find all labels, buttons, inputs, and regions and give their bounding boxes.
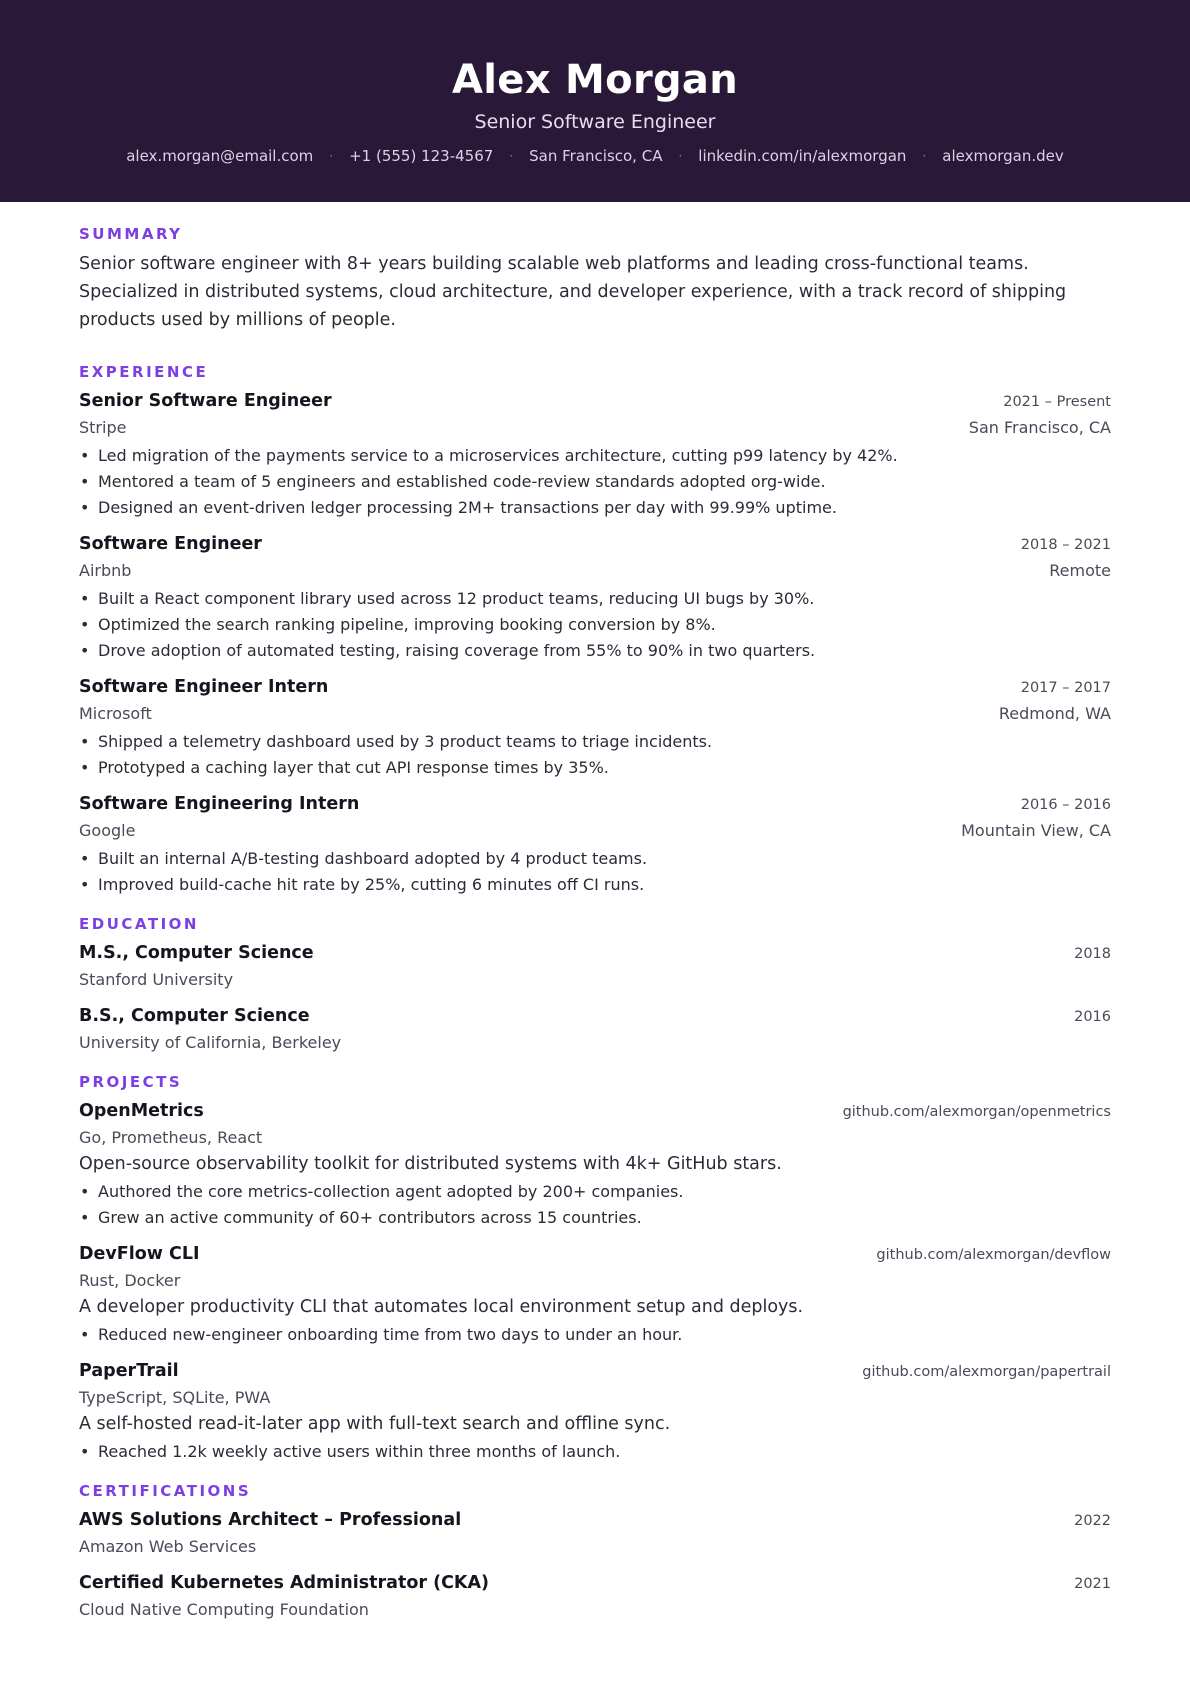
project-name: DevFlow CLI [79,1244,200,1264]
bullet-item: • Led migration of the payments service to a microservices architecture, cutting p99 latency by 42%. [80,446,898,465]
contact-location: San Francisco, CA [529,147,663,165]
project-description: Open-source observability toolkit for distributed systems with 4k+ GitHub stars. [79,1154,782,1174]
experience-entry [79,674,1111,781]
job-dates: 2016 – 2016 [1020,797,1111,813]
certification-entry [79,1507,1111,1560]
project-link[interactable]: github.com/alexmorgan/papertrail [862,1364,1111,1380]
project-name: OpenMetrics [79,1101,204,1121]
certifications-heading: CERTIFICATIONS [79,1482,252,1500]
experience-heading: EXPERIENCE [79,363,209,381]
projects-heading: PROJECTS [79,1073,183,1091]
company-name: Airbnb [79,561,132,580]
company-name: Stripe [79,418,127,437]
bullet-item: • Prototyped a caching layer that cut API response times by 35%. [80,758,609,777]
bullet-item: • Drove adoption of automated testing, raising coverage from 55% to 90% in two quarters. [80,641,816,660]
experience-entry [79,791,1111,898]
contact-separator: · [509,149,514,163]
job-bullets [79,443,1111,521]
project-link[interactable]: github.com/alexmorgan/devflow [876,1247,1111,1263]
bullet-item: • Built a React component library used across 12 product teams, reducing UI bugs by 30%. [80,589,815,608]
degree-name: M.S., Computer Science [79,943,314,963]
project-bullets [79,1179,1111,1231]
bullet-item: • Reduced new-engineer onboarding time from two days to under an hour. [80,1325,683,1344]
degree-year: 2016 [1074,1009,1111,1025]
bullet-item: • Designed an event-driven ledger processing 2M+ transactions per day with 99.99% uptime. [80,498,837,517]
contact-separator: · [922,149,927,163]
bullet-item: • Grew an active community of 60+ contributors across 15 countries. [80,1208,642,1227]
project-bullets [79,1439,1111,1465]
resume-header [0,0,1190,202]
bullet-item: • Authored the core metrics-collection agent adopted by 200+ companies. [80,1182,684,1201]
project-tech: Go, Prometheus, React [79,1128,263,1147]
project-entry [79,1358,1111,1465]
summary-text: Senior software engineer with 8+ years building scalable web platforms and leading cross-functional teams. Specialized in distributed systems, cloud architecture, and developer experience, with a track record of shipping products used by millions of people. [79,254,1067,330]
project-name: PaperTrail [79,1361,179,1381]
project-description: A developer productivity CLI that automates local environment setup and deploys. [79,1297,804,1317]
job-title: Software Engineer Intern [79,677,329,697]
project-bullets [79,1322,1111,1348]
job-bullets [79,846,1111,898]
company-name: Google [79,821,136,840]
degree-year: 2018 [1074,946,1111,962]
contact-separator: · [329,149,334,163]
contact-email[interactable]: alex.morgan@email.com [126,147,314,165]
candidate-name: Alex Morgan [452,57,738,103]
job-bullets [79,586,1111,664]
bullet-item: • Optimized the search ranking pipeline, improving booking conversion by 8%. [80,615,716,634]
project-tech: Rust, Docker [79,1271,181,1290]
job-title: Senior Software Engineer [79,391,332,411]
job-location: San Francisco, CA [968,418,1111,437]
project-tech: TypeScript, SQLite, PWA [79,1388,271,1407]
project-entry [79,1241,1111,1348]
job-location: Mountain View, CA [961,821,1111,840]
resume-body [0,202,1190,1623]
experience-entry [79,388,1111,521]
certification-entry [79,1570,1111,1623]
job-bullets [79,729,1111,781]
summary-heading: SUMMARY [79,225,183,243]
bullet-item: • Reached 1.2k weekly active users within three months of launch. [80,1442,621,1461]
job-dates: 2018 – 2021 [1020,537,1111,553]
bullet-item: • Mentored a team of 5 engineers and established code-review standards adopted org-wide. [80,472,826,491]
project-description: A self-hosted read-it-later app with full-text search and offline sync. [79,1414,671,1434]
candidate-title: Senior Software Engineer [474,111,716,133]
certification-year: 2022 [1074,1513,1111,1529]
job-location: Redmond, WA [998,704,1111,723]
contact-phone[interactable]: +1 (555) 123-4567 [349,147,494,165]
education-heading: EDUCATION [79,915,199,933]
job-location: Remote [1049,561,1111,580]
school-name: Stanford University [79,970,234,989]
degree-name: B.S., Computer Science [79,1006,310,1026]
job-title: Software Engineering Intern [79,794,360,814]
certification-issuer: Amazon Web Services [79,1537,257,1556]
company-name: Microsoft [79,704,152,723]
certification-year: 2021 [1074,1576,1111,1592]
job-dates: 2017 – 2017 [1020,680,1111,696]
contact-website[interactable]: alexmorgan.dev [942,147,1064,165]
project-link[interactable]: github.com/alexmorgan/openmetrics [842,1104,1111,1120]
certification-name: Certified Kubernetes Administrator (CKA) [79,1573,490,1593]
job-title: Software Engineer [79,534,262,554]
experience-entry [79,531,1111,664]
school-name: University of California, Berkeley [79,1033,342,1052]
project-entry [79,1098,1111,1231]
contact-line [0,146,1190,166]
job-dates: 2021 – Present [1003,394,1111,410]
bullet-item: • Improved build-cache hit rate by 25%, cutting 6 minutes off CI runs. [80,875,645,894]
certification-name: AWS Solutions Architect – Professional [79,1510,462,1530]
bullet-item: • Shipped a telemetry dashboard used by 3 product teams to triage incidents. [80,732,713,751]
contact-separator: · [678,149,683,163]
contact-linkedin[interactable]: linkedin.com/in/alexmorgan [698,147,907,165]
education-entry [79,1003,1111,1056]
certification-issuer: Cloud Native Computing Foundation [79,1600,369,1619]
education-entry [79,940,1111,993]
bullet-item: • Built an internal A/B-testing dashboard adopted by 4 product teams. [80,849,648,868]
